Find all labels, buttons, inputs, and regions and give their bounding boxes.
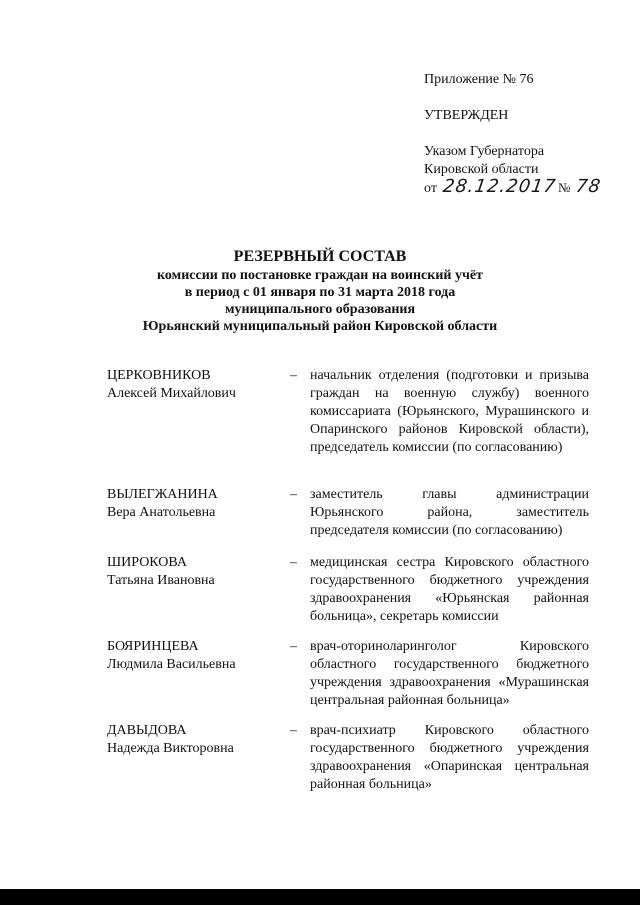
member-name — [107, 638, 282, 674]
member-role: медицинская сестра Кировского областного государственного бюджетного учреждения здравоохранения «Юрьянская районная больница», секретарь комиссии — [310, 555, 589, 624]
member-given-name: Вера Анатольевна — [107, 505, 216, 520]
title-line-4: Юрьянский муниципальный район Кировской области — [142, 319, 498, 334]
scan-edge-bar — [0, 889, 640, 905]
member-dash: – — [290, 555, 297, 570]
member-role: заместитель главы администрации Юрьянского района, заместитель председателя комиссии (по согласованию) — [310, 487, 589, 538]
decree-line-1: Указом Губернатора — [424, 144, 545, 159]
member-dash: – — [290, 723, 297, 738]
date-prefix: от — [424, 181, 437, 196]
member-dash: – — [290, 639, 297, 654]
decree-line-2: Кировской области — [424, 162, 539, 177]
member-given-name: Татьяна Ивановна — [107, 573, 215, 588]
handwritten-date: 28.12.2017 — [441, 176, 558, 197]
title-main: РЕЗЕРВНЫЙ СОСТАВ — [233, 248, 407, 265]
handwritten-number: 78 — [575, 176, 603, 197]
member-surname: ШИРОКОВА — [107, 555, 187, 570]
member-given-name: Надежда Викторовна — [107, 741, 234, 756]
member-dash: – — [290, 368, 297, 383]
member-given-name: Людмила Васильевна — [107, 657, 236, 672]
appendix-label: Приложение № 76 — [424, 72, 534, 87]
approved-label: УТВЕРЖДЕН — [424, 108, 509, 123]
member-surname: ВЫЛЕГЖАНИНА — [107, 487, 218, 502]
member-name — [107, 367, 282, 403]
title-line-2: в период с 01 января по 31 марта 2018 года — [184, 285, 456, 300]
member-surname: ДАВЫДОВА — [107, 723, 187, 738]
title-line-3: муниципального образования — [224, 302, 416, 317]
title-line-1: комиссии по постановке граждан на воинский учёт — [157, 268, 483, 283]
member-surname: ЦЕРКОВНИКОВ — [107, 368, 211, 383]
member-dash: – — [290, 487, 297, 502]
member-given-name: Алексей Михайлович — [107, 386, 236, 401]
document-title — [0, 247, 640, 335]
member-name — [107, 722, 282, 758]
member-name — [107, 554, 282, 590]
member-role: начальник отделения (подготовки и призыва граждан на военную службу) военного комиссариата (Юрьянского, Мурашинского и Опаринского районов Кировской области), председатель комиссии (по согласованию) — [310, 368, 589, 455]
member-name — [107, 486, 282, 522]
member-role: врач-оториноларинголог Кировского областного государственного бюджетного учреждения здравоохранения «Мурашинская центральная районная больница» — [310, 639, 589, 708]
member-role: врач-психиатр Кировского областного государственного бюджетного учреждения здравоохранения «Опаринская центральная районная больница» — [310, 723, 589, 792]
decree-date-line — [424, 178, 601, 198]
member-surname: БОЯРИНЦЕВА — [107, 639, 199, 654]
number-sign: № — [558, 180, 571, 195]
